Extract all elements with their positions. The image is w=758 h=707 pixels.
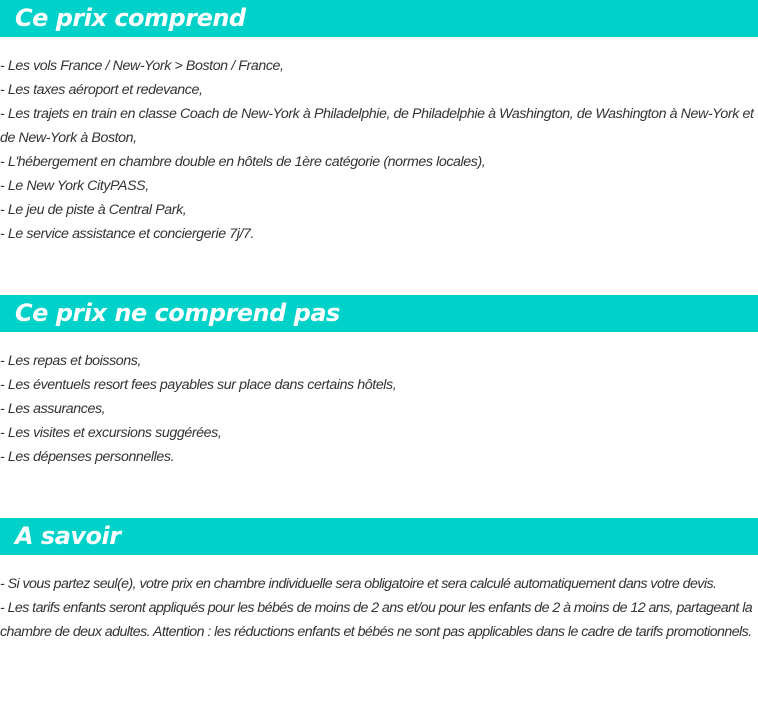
list-item: - Les vols France / New-York > Boston / France, [0, 58, 284, 74]
list-item: - Les éventuels resort fees payables sur place dans certains hôtels, [0, 377, 397, 393]
good-to-know-list [0, 572, 758, 644]
section-title-included: Ce prix comprend [0, 0, 758, 37]
section-good-to-know [0, 518, 758, 644]
list-item: - Les repas et boissons, [0, 353, 142, 369]
list-item: - Les taxes aéroport et redevance, [0, 82, 203, 98]
included-list [0, 54, 758, 246]
section-title-good-to-know: A savoir [0, 518, 758, 555]
section-not-included [0, 295, 758, 469]
list-item: - Les trajets en train en classe Coach de New-York à Philadelphie, de Philadelphie à Washington, de Washington à New-York et de New-York à Boston, [0, 106, 754, 146]
section-title-not-included: Ce prix ne comprend pas [0, 295, 758, 332]
list-item: - Les dépenses personnelles. [0, 449, 175, 465]
list-item: - L'hébergement en chambre double en hôtels de 1ère catégorie (normes locales), [0, 154, 486, 170]
list-item: - Les tarifs enfants seront appliqués pour les bébés de moins de 2 ans et/ou pour les enfants de 2 à moins de 12 ans, partageant la chambre de deux adultes. Attention : les réductions enfants et bébés ne sont pas applicables dans le cadre de tarifs promotionnels. [0, 600, 753, 640]
not-included-list [0, 349, 758, 469]
list-item: - Les visites et excursions suggérées, [0, 425, 222, 441]
list-item: - Le service assistance et conciergerie 7j/7. [0, 226, 255, 242]
section-included [0, 0, 758, 246]
list-item: - Le jeu de piste à Central Park, [0, 202, 187, 218]
list-item: - Si vous partez seul(e), votre prix en chambre individuelle sera obligatoire et sera calculé automatiquement dans votre devis. [0, 576, 717, 592]
list-item: - Le New York CityPASS, [0, 178, 149, 194]
list-item: - Les assurances, [0, 401, 106, 417]
